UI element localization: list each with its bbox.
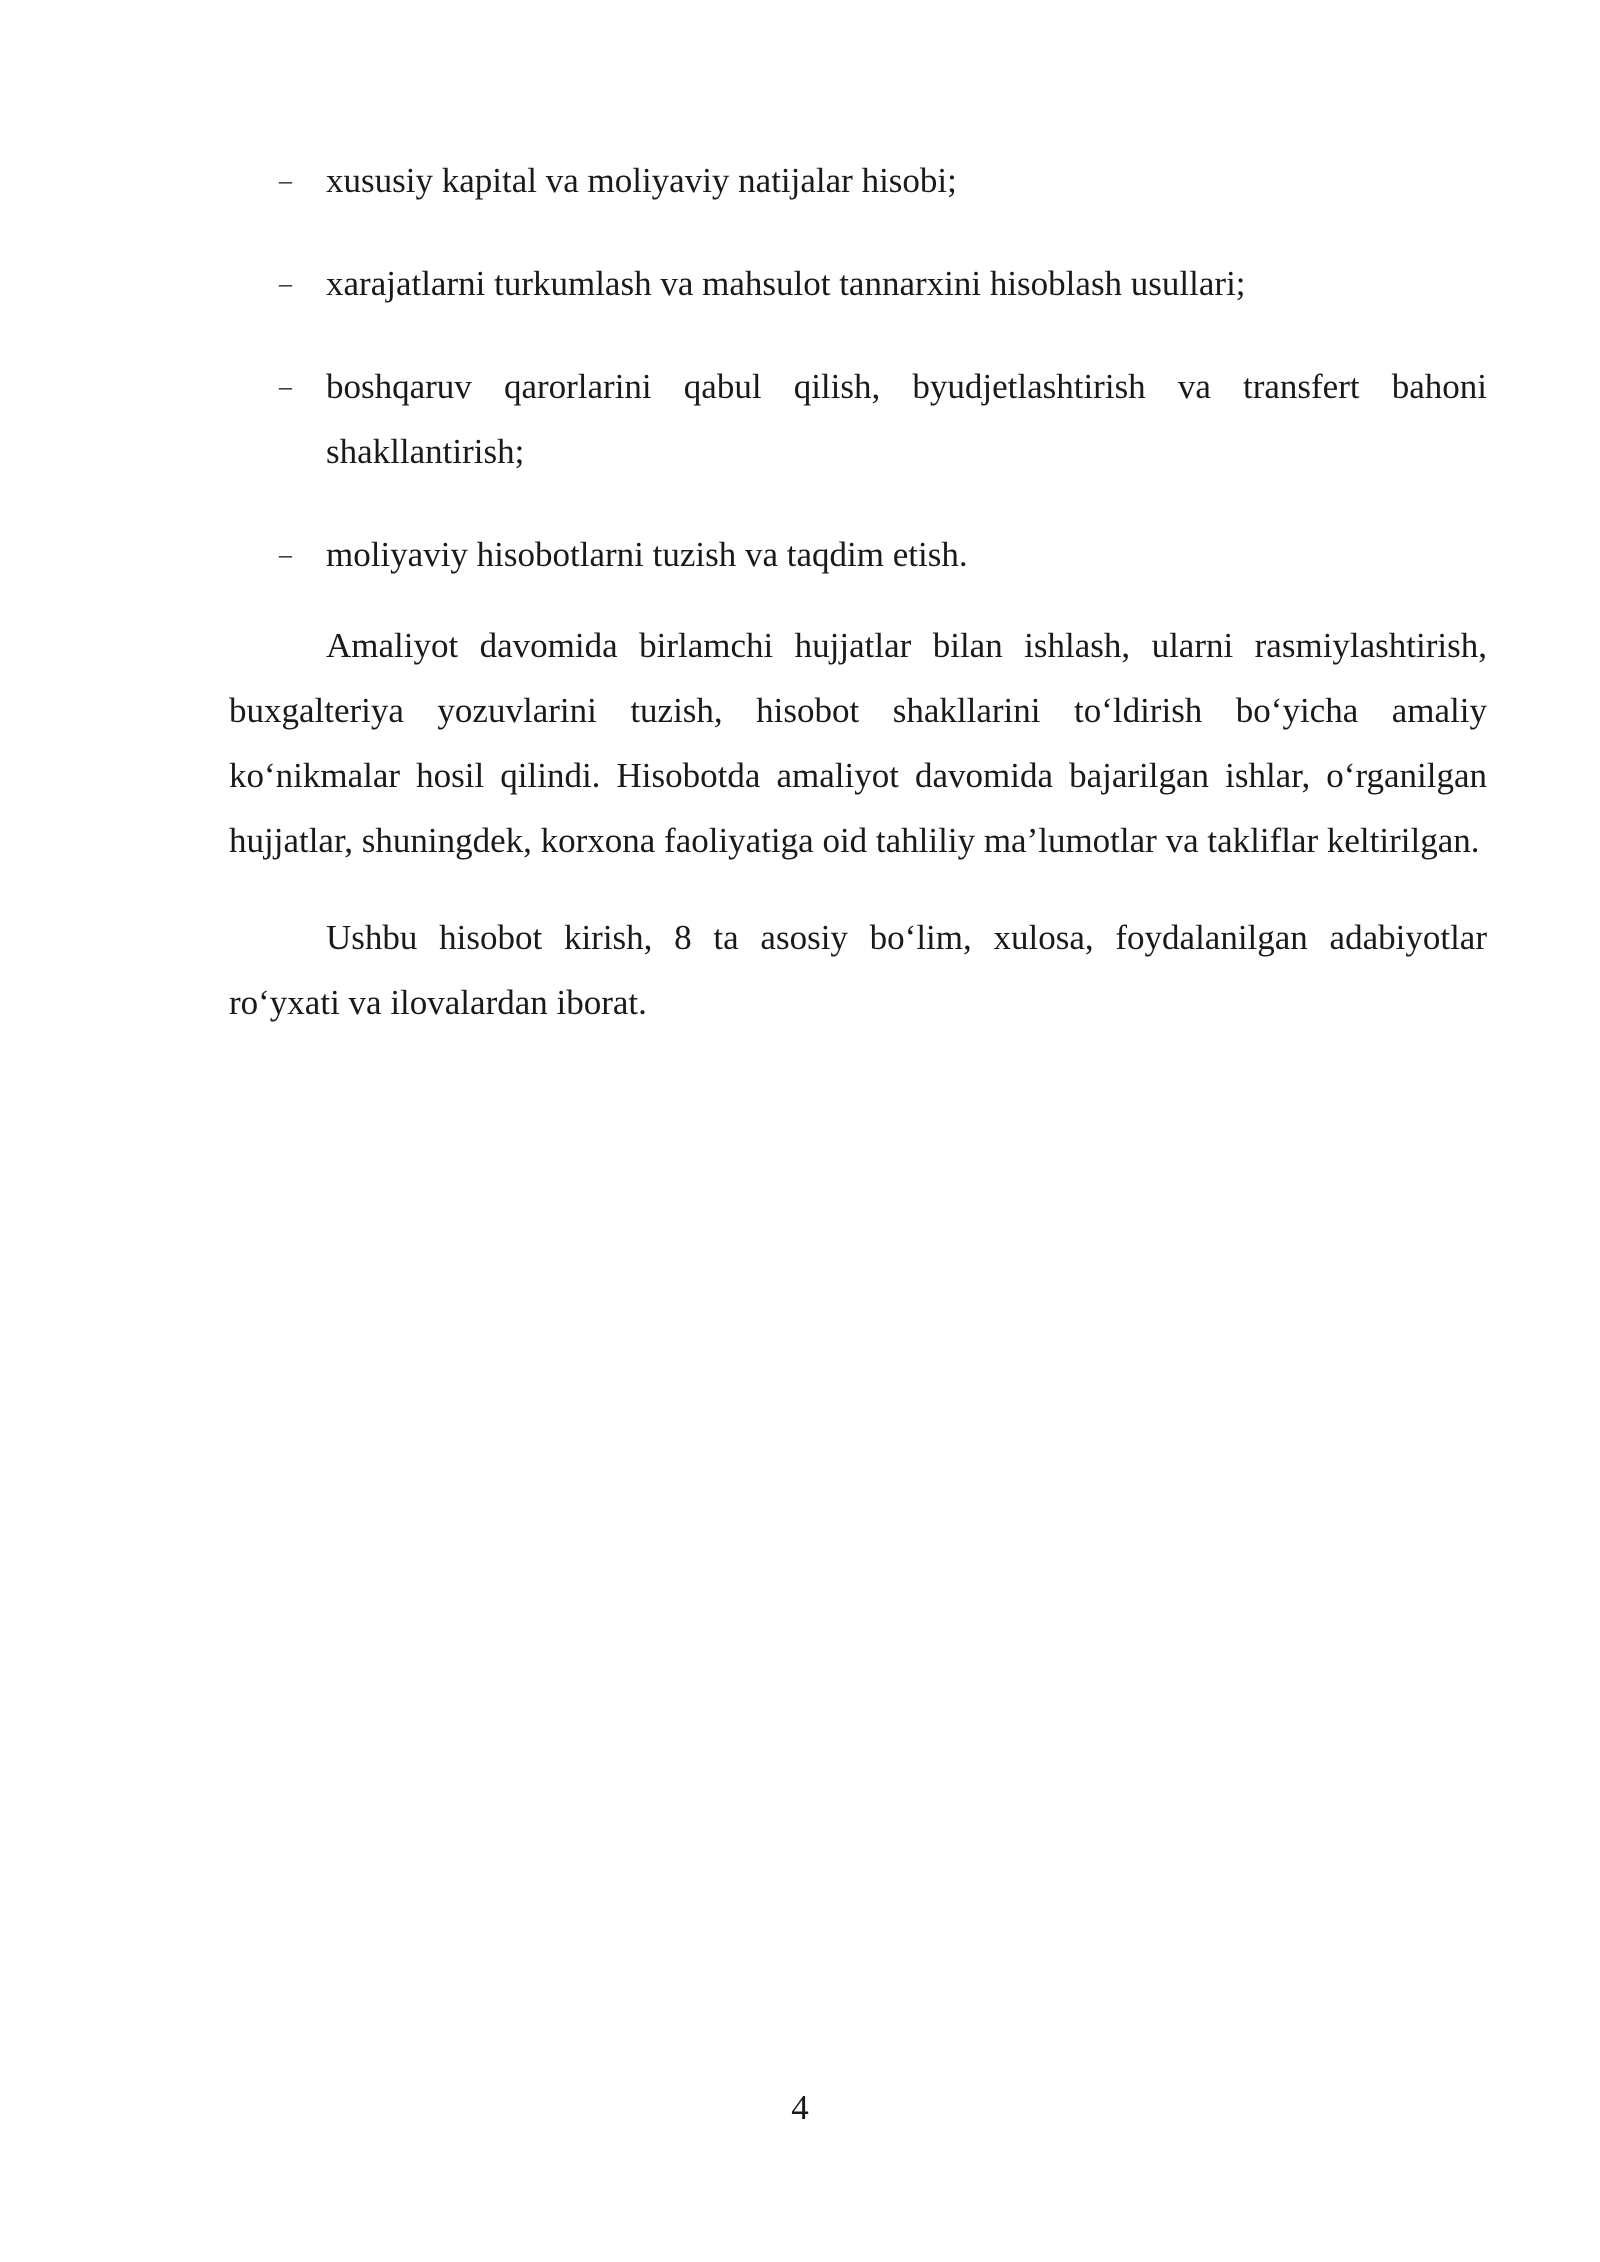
dash-bullet: – [279,269,292,298]
dash-bullet: – [279,372,292,401]
list-item-text: xarajatlarni turkumlash va mahsulot tannarxini hisoblash usullari; [326,264,1246,303]
page-number: 4 [791,2088,809,2127]
list-item [229,251,1487,316]
list-item [229,148,1487,213]
list-item-text: xususiy kapital va moliyaviy natijalar hisobi; [326,161,957,200]
dash-bullet: – [279,166,292,195]
list-item [229,522,1487,587]
dash-bullet: – [279,540,292,569]
report-structure-paragraph: Ushbu hisobot kirish, 8 ta asosiy bo‘lim, xulosa, foydalanilgan adabiyotlar ro‘yxati va ilovalardan iborat. [229,918,1487,1022]
topic-list [229,148,1487,587]
list-item-text: boshqaruv qarorlarini qabul qilish, byudjetlashtirish va transfert bahoni shakllantirish; [326,367,1487,471]
page-content [229,148,1487,1067]
list-item [229,354,1487,484]
list-item-text: moliyaviy hisobotlarni tuzish va taqdim etish. [326,535,968,574]
practice-summary-paragraph: Amaliyot davomida birlamchi hujjatlar bilan ishlash, ularni rasmiylashtirish, buxgalteriya yozuvlarini tuzish, hisobot shakllarini to‘ldirish bo‘yicha amaliy ko‘nikmalar hosil qilindi. Hisobotda amaliyot davomida bajarilgan ishlar, o‘rganilgan hujjatlar, shuningdek, korxona faoliyatiga oid tahliliy ma’lumotlar va takliflar keltirilgan. [229,626,1487,860]
